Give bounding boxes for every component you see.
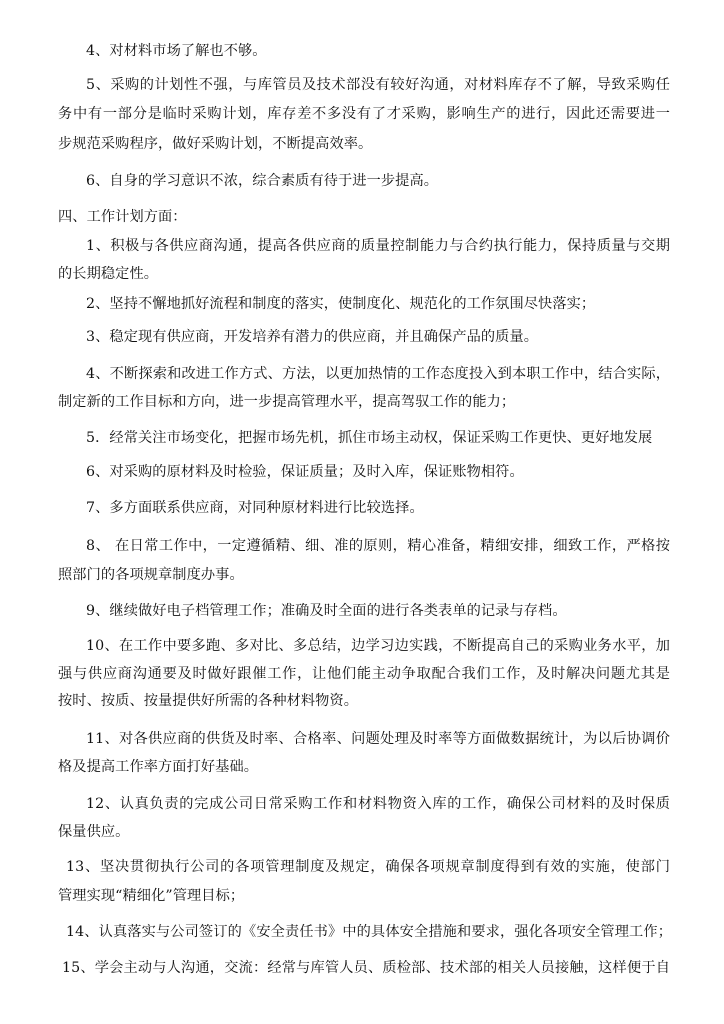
item-6-learning: 6、自身的学习意识不浓，综合素质有待于进一步提高。 — [86, 173, 439, 189]
plan-9: 9、继续做好电子档管理工作；准确及时全面的进行各类表单的记录与存档。 — [86, 603, 567, 619]
item-5-planning-line-3: 步规范采购程序，做好采购计划，不断提高效率。 — [58, 136, 373, 152]
plan-11-line-2: 格及提高工作率方面打好基础。 — [58, 759, 259, 775]
plan-13-line-1: 13、坚决贯彻执行公司的各项管理制度及规定，确保各项规章制度得到有效的实施，使部门 — [66, 859, 670, 875]
plan-4-line-1: 4、不断探索和改进工作方式、方法，以更加热情的工作态度投入到本职工作中，结合实际， — [86, 366, 670, 382]
plan-1-line-1: 1、积极与各供应商沟通，提高各供应商的质量控制能力与合约执行能力，保持质量与交期 — [86, 238, 670, 254]
plan-7: 7、多方面联系供应商，对同种原材料进行比较选择。 — [86, 500, 424, 516]
plan-15-line-1: 15、学会主动与人沟通，交流：经常与库管人员、质检部、技术部的相关人员接触，这样便于自 — [62, 960, 670, 976]
plan-12-line-1: 12、认真负责的完成公司日常采购工作和材料物资入库的工作，确保公司材料的及时保质 — [86, 796, 670, 812]
item-5-planning-line-1: 5、采购的计划性不强，与库管员及技术部没有较好沟通，对材料库存不了解，导致采购任 — [86, 77, 670, 93]
plan-8-line-1: 8、 在日常工作中，一定遵循精、细、准的原则，精心准备，精细安排，细致工作，严格按 — [86, 538, 670, 554]
section-heading-work-plan: 四、工作计划方面： — [58, 209, 187, 225]
item-4-market: 4、对材料市场了解也不够。 — [86, 43, 267, 59]
plan-10-line-3: 按时、按质、按量提供好所需的各种材料物资。 — [58, 693, 359, 709]
plan-13-line-2: 管理实现“精细化”管理目标； — [58, 888, 245, 904]
plan-1-line-2: 的长期稳定性。 — [58, 266, 159, 282]
plan-12-line-2: 保量供应。 — [58, 824, 130, 840]
plan-10-line-1: 10、在工作中要多跑、多对比、多总结，边学习边实践，不断提高自己的采购业务水平，加 — [86, 638, 670, 654]
plan-4-line-2: 制定新的工作目标和方向，进一步提高管理水平，提高驾驭工作的能力； — [58, 394, 516, 410]
plan-3: 3、稳定现有供应商，开发培养有潜力的供应商，并且确保产品的质量。 — [86, 329, 539, 345]
plan-10-line-2: 强与供应商沟通要及时做好跟催工作，让他们能主动争取配合我们工作，及时解决问题尤其是 — [58, 666, 670, 682]
plan-6: 6、对采购的原材料及时检验，保证质量；及时入库，保证账物相符。 — [86, 464, 524, 480]
item-5-planning-line-2: 务中有一部分是临时采购计划，库存差不多没有了才采购，影响生产的进行，因此还需要进一 — [58, 106, 670, 122]
plan-2: 2、坚持不懈地抓好流程和制度的落实，使制度化、规范化的工作氛围尽快落实； — [86, 296, 596, 312]
plan-8-line-2: 照部门的各项规章制度办事。 — [58, 567, 244, 583]
plan-11-line-1: 11、对各供应商的供货及时率、合格率、问题处理及时率等方面做数据统计，为以后协调价 — [86, 731, 670, 747]
plan-14: 14、认真落实与公司签订的《安全责任书》中的具体安全措施和要求，强化各项安全管理工作； — [66, 924, 672, 940]
plan-5: 5．经常关注市场变化，把握市场先机，抓住市场主动权，保证采购工作更快、更好地发展 — [86, 430, 653, 446]
